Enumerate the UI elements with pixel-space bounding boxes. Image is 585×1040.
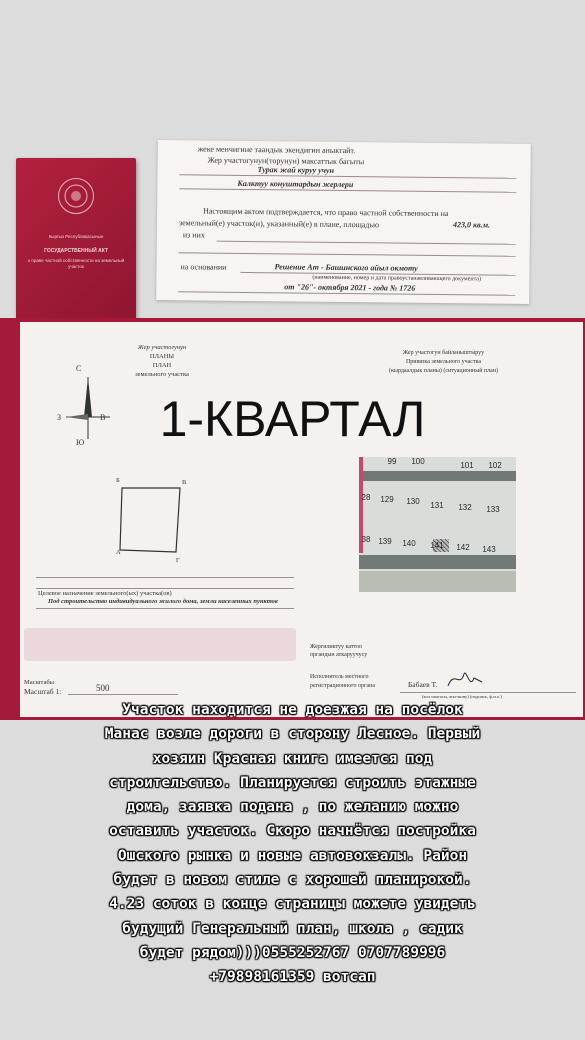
cert-basis-note: (наименование, номер и дата правоустанавливающего документа): [312, 274, 481, 283]
compass-east: В: [100, 413, 106, 422]
corner-v: В: [182, 479, 187, 486]
map-num-142: 142: [456, 543, 470, 552]
cert-basis-value: Решение Ат - Башинского айыл окмоту: [274, 262, 418, 273]
cert-purpose: Турак жай куруу учун: [257, 165, 334, 175]
cert-line-4: земельный(е) участок(и), указанный(е) в плане, площадью: [178, 218, 380, 230]
map-num-132: 132: [458, 503, 472, 512]
corner-a: А: [116, 549, 121, 556]
red-book: [16, 158, 136, 323]
caption-line: 4.23 соток в конце страницы можете увидеть: [109, 896, 476, 913]
plan-title-1: Жер участогунун: [137, 344, 187, 351]
map-num-143: 143: [482, 545, 496, 554]
map-num-100: 100: [411, 457, 425, 466]
cert-basis-label: на основании: [180, 262, 227, 272]
plan-title-2: ПЛАНЫ: [149, 353, 175, 360]
map-num-139: 139: [378, 537, 392, 546]
caption-line: оставить участок. Скоро начнётся постройка: [109, 823, 476, 840]
cert-category: Калктуу конуштардын жерлери: [237, 178, 354, 190]
quarter-title: 1-КВАРТАЛ: [159, 391, 426, 447]
caption-line: дома, заявка подана , по желанию можно: [126, 799, 459, 816]
compass-south: Ю: [76, 438, 85, 447]
listing-caption: [0, 698, 585, 990]
signature-label-3: Исполнитель местного: [310, 674, 369, 680]
caption-line: Участок находится не доезжая на посёлок: [122, 702, 463, 718]
map-num-133: 133: [486, 505, 500, 514]
map-num-140: 140: [402, 539, 416, 548]
map-num-131: 131: [430, 501, 444, 510]
left-page-band: [24, 628, 296, 661]
signer-name: Бабаев Т.: [408, 680, 438, 689]
purpose-value: Под строительство индивидуального жилого дома, земли населенных пунктов: [48, 598, 278, 605]
cert-line-3: Настоящим актом подтверждается, что право частной собственности на: [203, 206, 449, 219]
plan-title-3: ПЛАН: [152, 362, 172, 369]
signature-label-1: Жергиликтуу каттоо: [310, 644, 362, 650]
signature-note: (кол тамгасы, аты-жону) (подпись, ф.и.о.): [422, 694, 502, 699]
situation-map: [359, 457, 516, 592]
compass-north: С: [76, 364, 82, 373]
caption-line: будет рядом)))0555252767 0707789996: [139, 944, 446, 961]
corner-g: Г: [176, 557, 180, 564]
cert-line-1: жеке менчигине таандык экендигин аныктайт.: [197, 144, 356, 156]
scale-value: 500: [96, 683, 110, 693]
caption-line: хозяин Красная книга имеется под: [152, 750, 433, 767]
book-line-3: о праве частной собственности на земельный участок: [27, 258, 125, 269]
compass-west: З: [57, 413, 62, 422]
cert-line-2: Жер участогунун(торунун) максаттык багыты: [207, 155, 365, 167]
map-num-129: 129: [380, 495, 394, 504]
signature-icon: [444, 666, 484, 692]
caption-line: будет в новом стиле с хорошей планирокой.: [113, 872, 472, 889]
plan-title-4: земельного участка: [135, 371, 189, 378]
cert-area: 423,0 кв.м.: [452, 220, 491, 230]
map-num-102: 102: [488, 461, 502, 470]
caption-line: Ошского рынка и новые автовокзалы. Район: [117, 847, 468, 864]
map-num-141: 141: [430, 541, 444, 550]
caption-line: +79898161359 вотсап: [209, 969, 376, 986]
caption-line: Манас возле дороги в сторону Лесное. Первый: [104, 726, 481, 743]
map-num-28: 28: [361, 493, 371, 502]
scale-label-2: Масштаб 1:: [24, 687, 62, 696]
emblem-icon: [58, 178, 94, 214]
purpose-label: Целевое назначение земельного(ых) участка(ов): [38, 590, 172, 597]
map-num-99: 99: [387, 457, 397, 466]
cert-date: от "26"- октября 2021 - года № 1726: [284, 282, 416, 293]
scale-label-1: Масштабы: [24, 679, 55, 686]
parcel-outline: [108, 480, 188, 560]
caption-line: будущий Генеральный план, школа , садик: [122, 920, 463, 937]
corner-b: Б: [116, 477, 120, 484]
binding-title-2: Привязка земельного участка: [405, 359, 482, 365]
signature-label-4: регистрационного органа: [310, 683, 376, 689]
certificate-sheet: [156, 140, 531, 304]
book-line-1: Кыргыз Республикасынын: [48, 234, 104, 239]
binding-title-1: Жер участогун байланыштыруу: [402, 350, 485, 356]
caption-line: строительство. Планируется строить этажные: [109, 774, 476, 791]
book-line-2: ГОСУДАРСТВЕННЫЙ АКТ: [44, 248, 108, 254]
map-num-101: 101: [460, 461, 474, 470]
signature-label-2: органдын аткаруучусу: [310, 652, 368, 658]
map-num-38: 38: [361, 535, 371, 544]
map-num-130: 130: [406, 497, 420, 506]
cert-line-5: из них: [182, 230, 205, 240]
binding-title-3: (кырдаалдык планы) (ситуационный план): [388, 368, 499, 374]
